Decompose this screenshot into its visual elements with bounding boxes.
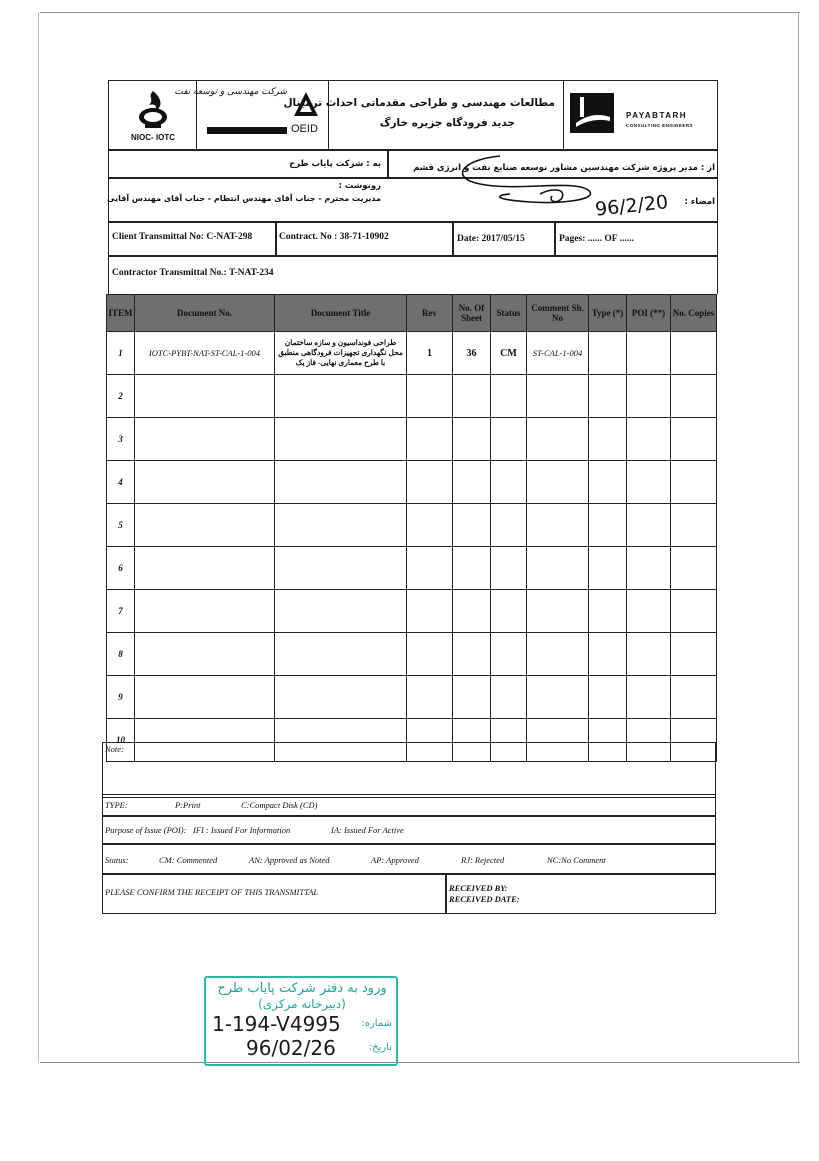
cell-poi [627, 590, 671, 633]
project-title-line1: مطالعات مهندسی و طراحی مقدماتی احداث ترمینال [283, 97, 555, 109]
signature-label: امضاء : [684, 197, 715, 207]
project-title-line2: جدید فرودگاه جزیره خارگ [379, 117, 515, 129]
cell-status [491, 547, 527, 590]
cell-item: 5 [107, 504, 135, 547]
page-edge [38, 12, 39, 1062]
table-row [107, 633, 717, 676]
table-row [107, 418, 717, 461]
cell-status [491, 633, 527, 676]
cell-rev: 1 [407, 332, 453, 375]
cell-comment [527, 676, 589, 719]
stamp-date-value: 96/02/26 [246, 1036, 336, 1060]
cc-label: رونوشت : [338, 181, 381, 191]
cell-type [589, 461, 627, 504]
cell-type [589, 504, 627, 547]
cell-poi [627, 676, 671, 719]
received-date: RECEIVED DATE: [449, 894, 520, 904]
oeid-bar [207, 127, 287, 134]
cell-title [275, 676, 407, 719]
cell-sheets [453, 375, 491, 418]
handwritten-signature-icon [440, 148, 640, 218]
confirm-row [102, 874, 716, 914]
nioc-flame-icon [133, 89, 173, 129]
payab-logo-icon [570, 93, 614, 133]
cell-doc-no [135, 461, 275, 504]
cell-comment [527, 418, 589, 461]
status-ap: AP: Approved [371, 855, 419, 865]
column-header: Type (*) [589, 295, 627, 332]
cell-poi [627, 375, 671, 418]
status-rj: RJ: Rejected [461, 855, 505, 865]
cell-status [491, 676, 527, 719]
cell-poi [627, 633, 671, 676]
cc-value: مدیریت محترم - جناب آقای مهندس انتظام - جناب آقای مهندس آقایی [107, 194, 381, 203]
purpose-row [102, 816, 716, 844]
cell-status [491, 504, 527, 547]
cell-poi [627, 504, 671, 547]
cell-type [589, 590, 627, 633]
cell-doc-no [135, 633, 275, 676]
cell-type [589, 633, 627, 676]
stamp-line1: ورود به دفتر شرکت پایاب طرح [217, 981, 387, 996]
type-print: P:Print [175, 800, 201, 810]
handwritten-date: 96/2/20 [594, 191, 670, 221]
table-row [107, 461, 717, 504]
cell-rev [407, 676, 453, 719]
column-header: Rev [407, 295, 453, 332]
received-by: RECEIVED BY: [449, 883, 508, 893]
status-nc: NC:No Comment [547, 855, 606, 865]
cell-title: طراحی فونداسیون و سازه ساختمان محل نگهداری تجهیزات فرودگاهی منطبق با طرح معماری نهایی- فاز یک [275, 332, 407, 375]
contractor-transmittal-no: Contractor Transmittal No.: T-NAT-234 [112, 268, 274, 278]
purpose-ia: IA: Issued For Active [331, 825, 404, 835]
received-stamp [204, 976, 398, 1066]
cell-type [589, 418, 627, 461]
contract-no: Contract. No : 38-71-10902 [279, 232, 389, 242]
column-header: POI (**) [627, 295, 671, 332]
transmittal-date: Date: 2017/05/15 [457, 234, 525, 244]
cell-copies [671, 332, 717, 375]
payab-logo-cell [564, 81, 719, 149]
cell-item: 10 [107, 719, 135, 762]
cell-title [275, 375, 407, 418]
cell-type [589, 547, 627, 590]
cell-title [275, 418, 407, 461]
cell-doc-no [135, 504, 275, 547]
divider [275, 223, 277, 255]
cell-rev [407, 547, 453, 590]
to-label: به : شرکت پایاب طرح [289, 159, 381, 169]
cell-copies [671, 676, 717, 719]
page-edge [798, 12, 799, 1062]
document-table [106, 294, 717, 762]
cell-title [275, 504, 407, 547]
cell-comment [527, 375, 589, 418]
nioc-label: NIOC- IOTC [131, 133, 175, 142]
cell-sheets [453, 418, 491, 461]
cell-comment: ST-CAL-1-004 [527, 332, 589, 375]
cell-copies [671, 633, 717, 676]
cell-title [275, 547, 407, 590]
cell-doc-no: IOTC-PYBT-NAT-ST-CAL-1-004 [135, 332, 275, 375]
payab-sub: CONSULTING ENGINEERS [626, 123, 694, 128]
cell-item: 9 [107, 676, 135, 719]
cell-doc-no [135, 676, 275, 719]
cell-item: 8 [107, 633, 135, 676]
cell-doc-no [135, 418, 275, 461]
divider [445, 875, 447, 913]
payab-name: PAYABTARH [626, 111, 688, 120]
cell-rev [407, 590, 453, 633]
cell-rev [407, 375, 453, 418]
cell-copies [671, 547, 717, 590]
note-label: Note: [105, 744, 124, 754]
cell-title [275, 461, 407, 504]
cell-comment [527, 547, 589, 590]
purpose-ifi: IFI : Issued For Information [193, 825, 291, 835]
cell-sheets [453, 633, 491, 676]
divider [387, 151, 389, 177]
column-header: ITEM [107, 295, 135, 332]
pages-count: Pages: ...... OF ...... [559, 234, 634, 244]
cell-comment [527, 504, 589, 547]
cell-doc-no [135, 590, 275, 633]
cell-doc-no [135, 547, 275, 590]
stamp-date-label: تاریخ: [368, 1042, 392, 1053]
cell-rev [407, 633, 453, 676]
cell-sheets: 36 [453, 332, 491, 375]
page-edge [40, 12, 800, 13]
status-row [102, 844, 716, 874]
cell-rev [407, 418, 453, 461]
cell-title [275, 590, 407, 633]
cell-poi [627, 547, 671, 590]
cell-item: 4 [107, 461, 135, 504]
column-header: Document Title [275, 295, 407, 332]
oeid-label: OEID [291, 123, 318, 135]
cell-item: 7 [107, 590, 135, 633]
cell-type [589, 676, 627, 719]
oeid-company-name: شرکت مهندسی و توسعه نفت [174, 87, 287, 97]
cell-sheets [453, 504, 491, 547]
table-header-row [107, 295, 717, 332]
type-cd: C:Compact Disk (CD) [241, 800, 318, 810]
cell-sheets [453, 547, 491, 590]
cell-item: 1 [107, 332, 135, 375]
stamp-number-label: شماره: [361, 1018, 392, 1029]
table-row [107, 547, 717, 590]
divider [452, 223, 454, 255]
cell-comment [527, 461, 589, 504]
cell-sheets [453, 461, 491, 504]
transmittal-row [108, 222, 718, 256]
cell-sheets [453, 590, 491, 633]
status-an: AN: Approved as Noted [249, 855, 330, 865]
oeid-logo-cell [174, 81, 329, 149]
contractor-transmittal-row [108, 256, 718, 294]
cell-status [491, 418, 527, 461]
cell-title [275, 633, 407, 676]
confirm-receipt: PLEASE CONFIRM THE RECEIPT OF THIS TRANSMITTAL [105, 887, 319, 897]
stamp-number-value: 1-194-V4995 [212, 1012, 341, 1036]
page-edge [40, 1062, 800, 1063]
table-row [107, 590, 717, 633]
cell-copies [671, 418, 717, 461]
header-bar [108, 80, 718, 150]
cell-comment [527, 590, 589, 633]
cell-comment [527, 633, 589, 676]
stamp-line2: (دبیرخانه مرکزی) [258, 997, 346, 1011]
type-label: TYPE: [105, 800, 128, 810]
cell-copies [671, 461, 717, 504]
cell-copies [671, 375, 717, 418]
cell-item: 2 [107, 375, 135, 418]
cell-status [491, 375, 527, 418]
cell-poi [627, 332, 671, 375]
column-header: Document No. [135, 295, 275, 332]
cell-item: 3 [107, 418, 135, 461]
column-header: No. Copies [671, 295, 717, 332]
table-row [107, 332, 717, 375]
table-row [107, 375, 717, 418]
client-transmittal-no: Client Transmittal No: C-NAT-298 [112, 232, 253, 242]
table-row [107, 676, 717, 719]
from-label: از : مدیر پروژه شرکت مهندسین مشاور توسعه صنایع نفت و انرژی قشم [413, 163, 715, 173]
cell-status: CM [491, 332, 527, 375]
cell-item: 6 [107, 547, 135, 590]
cell-poi [627, 418, 671, 461]
column-header: No. Of Sheet [453, 295, 491, 332]
column-header: Comment Sh. No [527, 295, 589, 332]
cell-poi [627, 461, 671, 504]
purpose-label: Purpose of Issue (POI): [105, 825, 187, 835]
column-header: Status [491, 295, 527, 332]
type-row [102, 794, 716, 816]
cell-sheets [453, 676, 491, 719]
status-label: Status: [105, 855, 129, 865]
cell-copies [671, 590, 717, 633]
divider [554, 223, 556, 255]
table-row [107, 504, 717, 547]
cell-status [491, 461, 527, 504]
cell-copies [671, 504, 717, 547]
cell-rev [407, 461, 453, 504]
cell-type [589, 332, 627, 375]
cell-rev [407, 504, 453, 547]
note-box [102, 742, 716, 798]
status-cm: CM: Commented [159, 855, 218, 865]
cell-doc-no [135, 375, 275, 418]
cell-type [589, 375, 627, 418]
cell-status [491, 590, 527, 633]
